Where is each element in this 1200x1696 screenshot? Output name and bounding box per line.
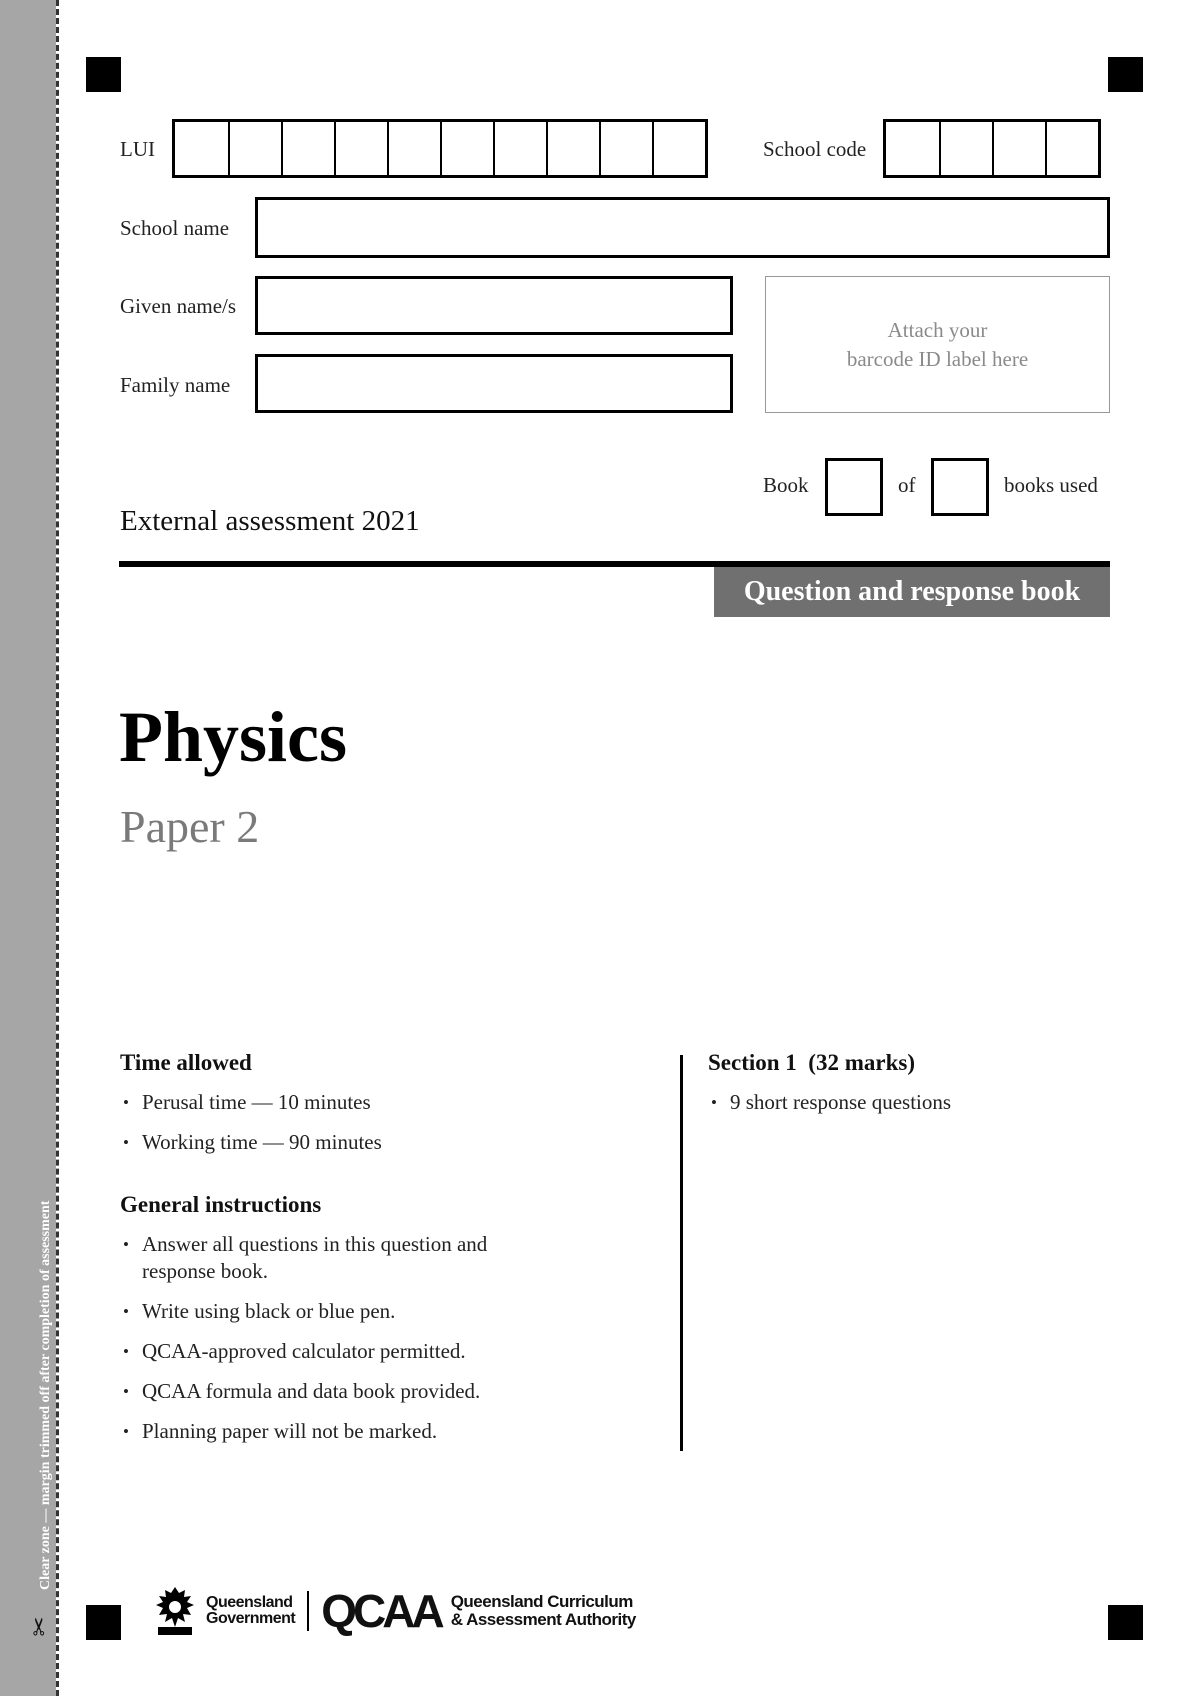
section-column [708, 1050, 1108, 1152]
school-code-box[interactable] [939, 122, 992, 175]
lui-box[interactable] [387, 122, 440, 175]
column-divider [680, 1055, 683, 1451]
given-names-field[interactable] [255, 276, 733, 335]
list-item: • QCAA-approved calculator permitted. [120, 1338, 550, 1365]
school-code-box[interactable] [886, 122, 939, 175]
book-label: Book [763, 473, 809, 497]
books-total-box[interactable] [931, 458, 989, 516]
qcaa-name-text [451, 1593, 636, 1629]
list-item: • Planning paper will not be marked. [120, 1418, 550, 1445]
lui-box[interactable] [599, 122, 652, 175]
lui-box[interactable] [493, 122, 546, 175]
qcaa-line2: & Assessment Authority [450, 1610, 636, 1629]
list-item: • Write using black or blue pen. [120, 1298, 550, 1325]
lui-box[interactable] [652, 122, 705, 175]
lui-box[interactable] [228, 122, 281, 175]
books-used-label: books used [1004, 473, 1098, 497]
time-allowed-heading: Time allowed [120, 1050, 252, 1075]
school-name-label: School name [120, 216, 230, 240]
lui-label: LUI [120, 137, 155, 161]
qcaa-logo: QCAA [321, 1585, 441, 1637]
registration-mark-bottom-left [86, 1605, 121, 1640]
school-code-label: School code [763, 137, 867, 161]
school-name-field[interactable] [255, 197, 1110, 258]
time-allowed-list [120, 1089, 640, 1156]
school-code-input-boxes[interactable] [883, 119, 1101, 178]
barcode-text-line1: Attach your [887, 317, 988, 342]
lui-box[interactable] [281, 122, 334, 175]
gov-line1: Queensland [206, 1594, 293, 1611]
family-name-field[interactable] [255, 354, 733, 413]
gov-line2: Government [206, 1610, 296, 1627]
queensland-government-text [206, 1595, 295, 1627]
list-item: • QCAA formula and data book provided. [120, 1378, 550, 1405]
general-instructions-list [120, 1231, 550, 1445]
clear-zone-margin [0, 0, 56, 1696]
lui-box[interactable] [440, 122, 493, 175]
school-code-box[interactable] [992, 122, 1045, 175]
registration-mark-top-left [86, 57, 121, 92]
lui-box[interactable] [334, 122, 387, 175]
logo-separator [307, 1591, 309, 1631]
lui-input-boxes[interactable] [172, 119, 708, 178]
clear-zone-text: Clear zone — margin trimmed off after completion of assessment [38, 1200, 53, 1590]
qcaa-line1: Queensland Curriculum [450, 1592, 633, 1611]
list-item: • Answer all questions in this question and response book. [120, 1231, 550, 1285]
book-type-banner: Question and response book [714, 567, 1110, 617]
book-number-box[interactable] [825, 458, 883, 516]
school-code-box[interactable] [1045, 122, 1098, 175]
barcode-text-line2: barcode ID label here [846, 346, 1029, 371]
section-list [708, 1089, 1108, 1116]
subject-title: Physics [119, 697, 348, 777]
footer-logos [150, 1585, 636, 1637]
of-label: of [898, 473, 916, 497]
scissors-icon: ✂ [27, 1616, 54, 1637]
barcode-label-area [765, 276, 1110, 413]
registration-mark-bottom-right [1108, 1605, 1143, 1640]
lui-box[interactable] [546, 122, 599, 175]
list-item: • Perusal time — 10 minutes [120, 1089, 640, 1116]
instructions-column [120, 1050, 640, 1481]
registration-mark-top-right [1108, 57, 1143, 92]
list-item: • Working time — 90 minutes [120, 1129, 640, 1156]
cut-line [56, 0, 59, 1696]
family-name-label: Family name [120, 373, 231, 397]
external-assessment-heading: External assessment 2021 [120, 505, 420, 537]
general-instructions-heading: General instructions [120, 1192, 322, 1217]
section-heading: Section 1 (32 marks) [708, 1050, 915, 1075]
given-names-label: Given name/s [120, 294, 237, 318]
list-item: • 9 short response questions [708, 1089, 1108, 1116]
queensland-crest-icon [150, 1585, 200, 1637]
lui-box[interactable] [175, 122, 228, 175]
paper-subtitle: Paper 2 [120, 801, 260, 852]
